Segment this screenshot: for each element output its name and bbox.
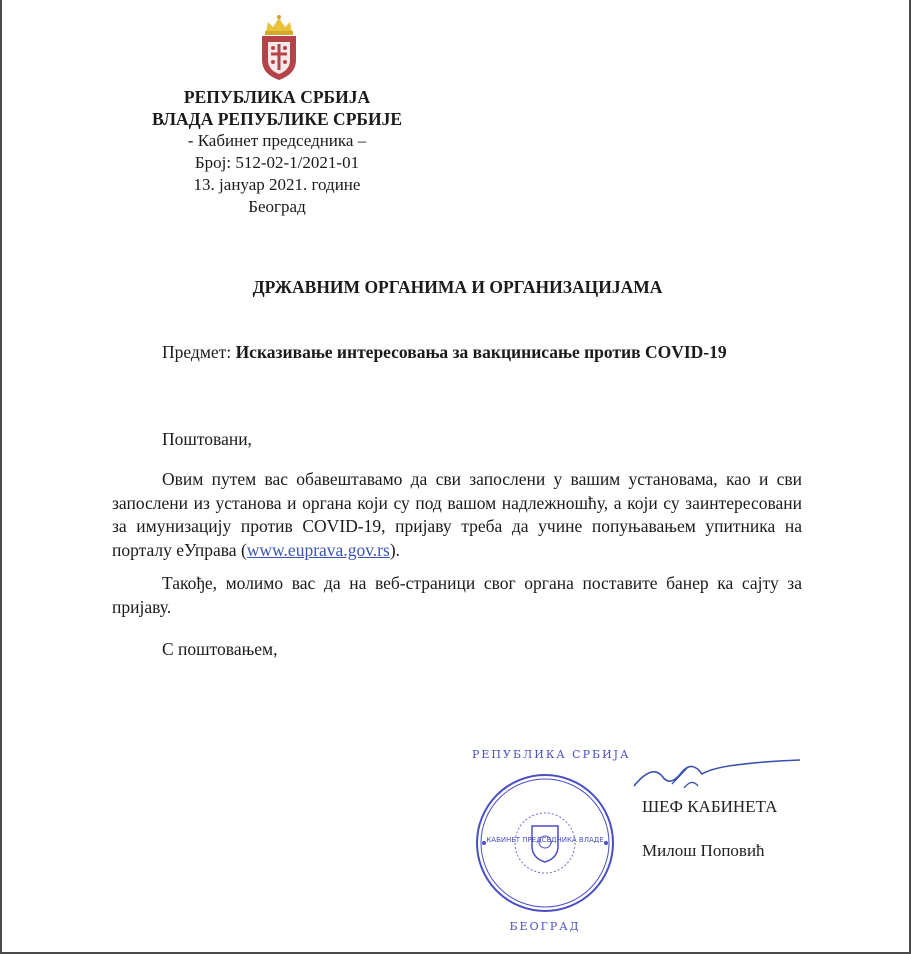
greeting: Поштовани, [162,429,252,449]
letterhead [132,86,422,218]
stamp-bottom-text: БЕОГРАД [509,920,581,933]
body-paragraph-1 [112,468,802,562]
letterhead-republic: РЕПУБЛИКА СРБИЈА [183,87,371,107]
euprava-link[interactable]: www.euprava.gov.rs [246,539,390,560]
serbian-coat-of-arms-icon [254,14,304,82]
letterhead-government: ВЛАДА РЕПУБЛИКЕ СРБИЈЕ [151,109,402,129]
reference-number: Број: 512-02-1/2021-01 [194,153,360,172]
stamp-inner-text: КАБИНЕТ ПРЕДСЕДНИКА ВЛАДЕ [486,836,604,844]
signatory-name: Милош Поповић [642,841,765,860]
handwritten-signature-icon [632,756,802,792]
signatory-title: ШЕФ КАБИНЕТА [642,797,778,816]
stamp-outer-text: РЕПУБЛИКА СРБИЈА [472,748,631,761]
subject-label: Предмет: [162,342,232,362]
recipient-heading: ДРЖАВНИМ ОРГАНИМА И ОРГАНИЗАЦИЈАМА [252,277,663,297]
closing: С поштовањем, [162,639,278,659]
document-city: Београд [248,197,306,216]
paragraph-1-end: ). [389,539,401,560]
paragraph-1-text: Овим путем вас обавештавамо да сви запослени у вашим установама, као и сви запослени из установа и органа који су под вашом надлежношћу, а који су заинтересовани за имунизацију против COVID-19, пријаву треба да учине попуњавањем упитника на порталу еУправа ( [112,469,802,560]
body-paragraph-2: Такође, молимо вас да на веб-страници свог органа поставите банер ка сајту за пријаву. [112,573,802,617]
subject-text: Исказивање интересовања за вакцинисање против COVID-19 [235,342,727,362]
letterhead-cabinet: - Кабинет председника – [187,131,367,150]
crown-icon [265,15,293,35]
document-date: 13. јануар 2021. године [193,175,361,194]
subject-line [162,341,727,363]
